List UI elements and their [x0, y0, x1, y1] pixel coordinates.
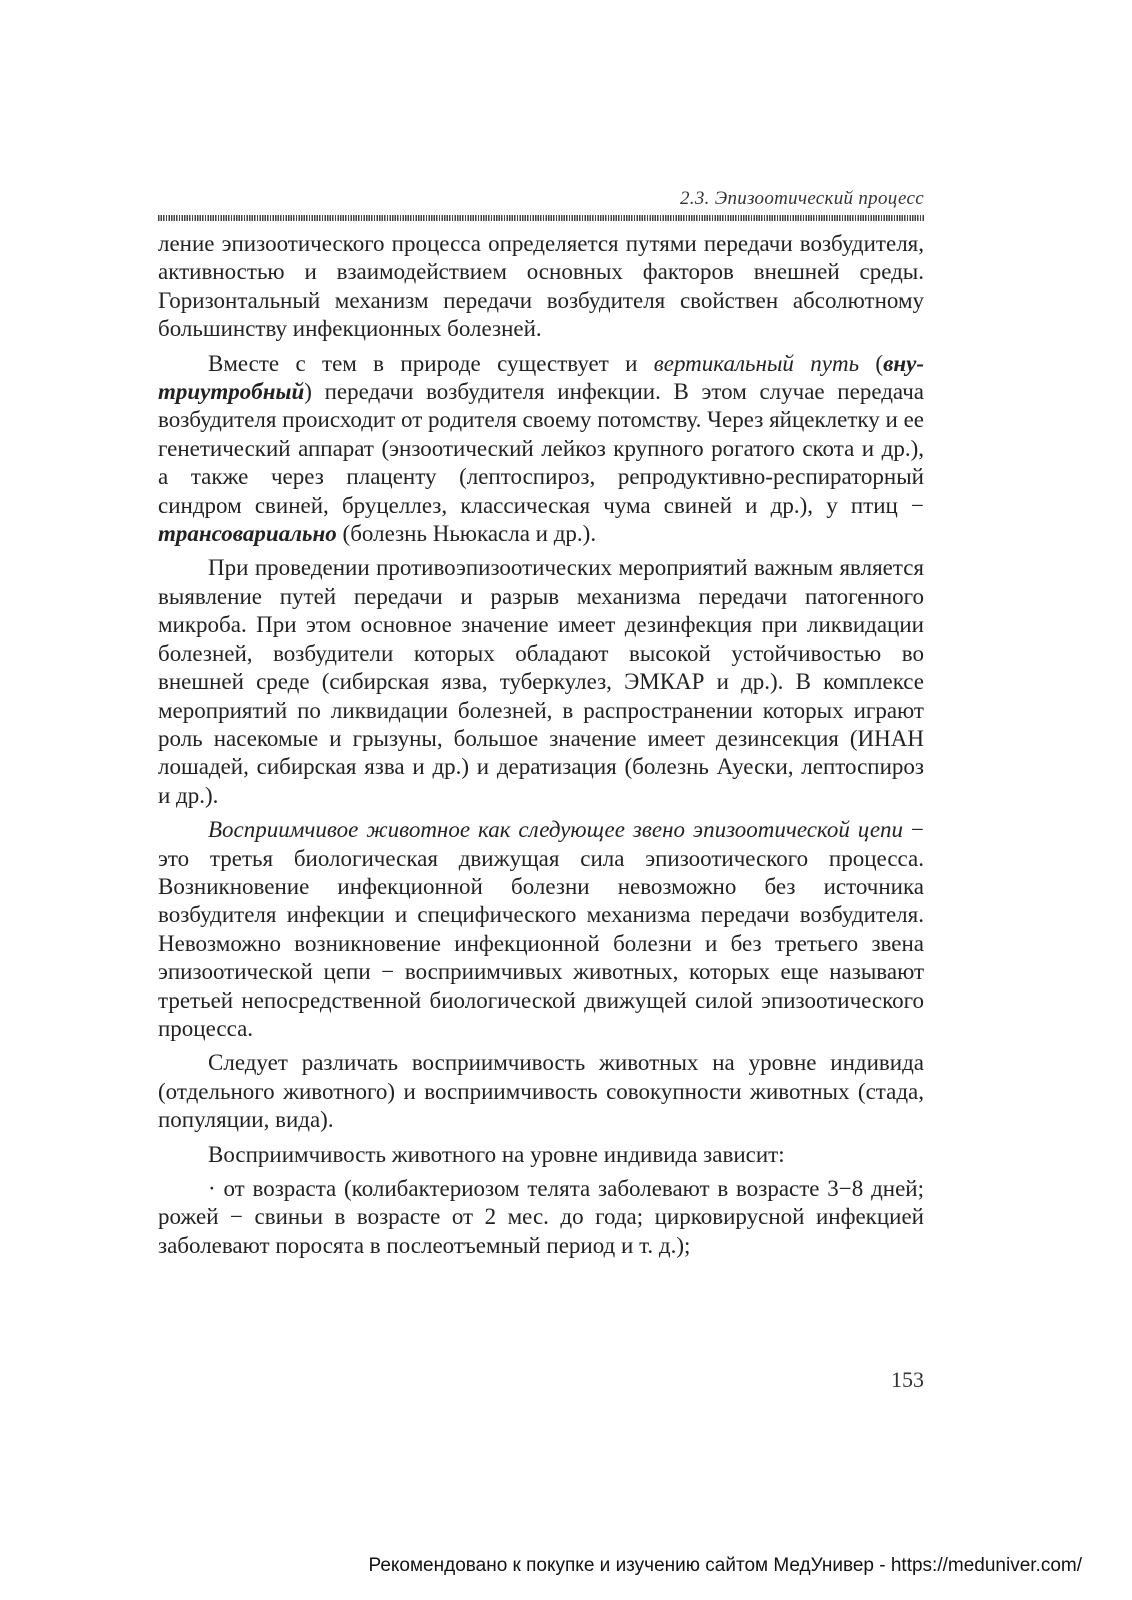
bold-italic-term: внутриутробный [158, 350, 924, 405]
paragraph [158, 816, 924, 1043]
text-run: (болезнь Ньюкасла и др.). [336, 521, 597, 547]
paragraph [158, 1141, 924, 1169]
text-run: При проведении противоэпизоотических мероприятий важным является выявление путей передачи и разрыв механизма передачи патогенного микроба. При этом основное значение имеет дезинфекция при ликвидации болезней, возбудители которых обладают высокой устойчивостью во внешней среде (сибирская язва, туберкулез, ЭМКАР и др.). В комплексе мероприятий по ликвидации болезней, в распространении которых играют роль насекомые и грызуны, большое значение имеет дезинсекция (ИНАН лошадей, сибирская язва и др.) и дератизация (болезнь Ауески, лептоспироз и др.). [158, 555, 924, 808]
text-run: · от возраста (колибактериозом телята заболевают в возрасте 3−8 дней; рожей − свиньи в возрасте от 2 мес. до года; цирковирусной инфекцией заболевают поросята в послеотъемный период и т. д.); [158, 1176, 924, 1258]
page-number: 153 [891, 1367, 924, 1392]
italic-term: Восприимчивое животное как следующее звено эпизоотической цепи [208, 817, 904, 843]
body-text [158, 230, 924, 1260]
bold-italic-term: трансовариально [158, 521, 337, 547]
text-run: ) передачи возбудителя инфекции. В этом случае передача возбудителя происходит от родителя своему потомству. Через яйцеклетку и ее генетический аппарат (энзоотический лейкоз крупного рогатого скота и др.), а также через плаценту (лептоспироз, репродуктивно-респираторный синдром свиней, бруцеллез, классическая чума свиней и др.), у птиц − [158, 379, 924, 518]
text-run: Вместе с тем в природе существует и [208, 350, 654, 376]
italic-term: вертикальный путь [653, 350, 860, 376]
text-run: Следует различать восприимчивость животных на уровне индивида (отдельного животного) и восприимчивость совокупности животных (стада, популяции, вида). [158, 1050, 924, 1133]
text-run: Восприимчивость животного на уровне индивида зависит: [208, 1141, 785, 1167]
running-header: 2.3. Эпизоотический процесс [679, 188, 924, 209]
watermark-text: Рекомендовано к покупке и изучению сайтом МедУнивер - https://meduniver.com/ [368, 1555, 1082, 1576]
header-divider [158, 215, 924, 221]
text-run: ( [859, 350, 884, 376]
text-run: − это третья биологическая движущая сила эпизоотического процесса. Возникновение инфекционной болезни невозможно без источника возбудителя инфекции и специфического механизма передачи возбудителя. Невозможно возникновение инфекционной болезни и без третьего звена эпизоотической цепи − восприимчивых животных, которых еще называют третьей непосредственной биологической движущей силой эпизоотического процесса. [158, 817, 924, 1041]
bullet-item [158, 1175, 924, 1260]
paragraph [158, 554, 924, 810]
paragraph [158, 230, 924, 344]
paragraph [158, 350, 924, 549]
text-run: ление эпизоотического процесса определяется путями передачи возбудителя, активностью и взаимодействием основных факторов внешней среды. Горизонтальный механизм передачи возбудителя свойствен абсолютному большинству инфекционных болезней. [158, 231, 924, 342]
paragraph [158, 1049, 924, 1134]
